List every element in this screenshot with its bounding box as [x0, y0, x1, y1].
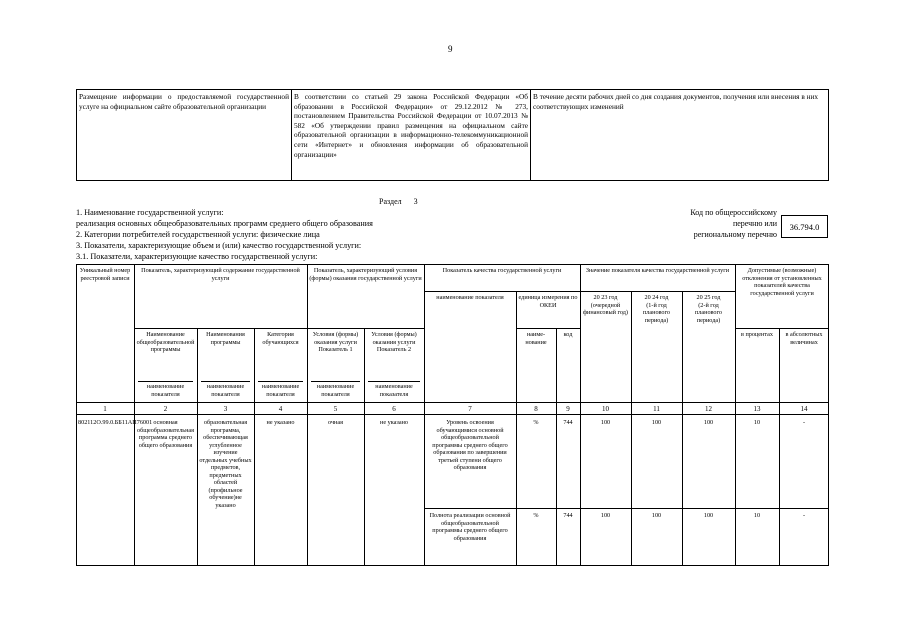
code-label-3: региональному перечню	[693, 230, 777, 239]
info-table-cell-basis: В соответствии со статьей 29 закона Российской Федерации «Об образовании в Российской Федерации» от 29.12.2012 № 273, постановлением Правительства Российской Федерации от 10.07.2013 № 582 «Об утверждении правил размещения на официальном сайте образовательной организации в информационно-телекоммуникационной сети «Интернет» и обновления информации об образовательной организации»	[292, 90, 531, 180]
col-num-11: 11	[653, 405, 660, 413]
year-1-label: 20 23 год	[593, 294, 618, 301]
table-row-1-y1: 100	[600, 419, 611, 426]
header-year-1	[580, 293, 631, 318]
header-absolute: в абсолютных величинах	[785, 331, 823, 346]
program-name-value: основная общеобразовательная программа среднего общего образования	[136, 419, 195, 449]
table-row-1-indicator: Уровень освоения обучающимися основной общеобразовательной программы среднего общего образования по завершении третьей ступени общего образования	[432, 419, 508, 471]
col-num-1: 1	[103, 405, 107, 413]
table-row-2-unit: %	[533, 512, 539, 519]
col-num-9: 9	[566, 405, 570, 413]
table-row-1-y3: 100	[703, 419, 714, 426]
header-percent: в процентах	[741, 331, 773, 338]
year-3-desc: (2-й год планового периода)	[694, 301, 722, 324]
indicators-heading: 3. Показатели, характеризующие объем и (или) качество государственной услуги:	[76, 241, 362, 250]
header-condition-1: Условия (формы) оказания услуги Показатель 1	[312, 331, 359, 353]
quality-indicators-heading: 3.1. Показатели, характеризующие качество государственной услуги:	[76, 252, 318, 261]
header-condition-2: Условия (формы) оказания услуги Показатель 2	[371, 331, 417, 353]
registry-record-code: 802112О.99.0.ББ11АП76001	[78, 419, 153, 426]
year-3-label: 20 25 год	[696, 294, 721, 301]
header-unit-okei: единица измерения по ОКЕИ	[518, 294, 578, 309]
info-table-cell-activity: Размещение информации о предоставляемой государственной услуге на официальном сайте образовательной организации	[77, 90, 292, 180]
subheader-5: наименование показателя	[316, 383, 355, 398]
col-num-6: 6	[392, 405, 396, 413]
student-category-value: не указано	[266, 419, 295, 426]
page-number: 9	[448, 44, 453, 54]
year-1-desc: (очередной финансовый год)	[583, 301, 628, 316]
header-student-category: Категория обучающихся	[262, 331, 299, 346]
table-row-1-y2: 100	[651, 419, 662, 426]
header-program-name: Наименование общеобразовательной программы	[136, 331, 195, 353]
subheader-2: наименование показателя	[146, 383, 185, 398]
header-unique-number: Уникальный номер реестровой записи	[79, 267, 131, 282]
table-row-2-pct: 10	[753, 512, 761, 519]
subheader-3: наименование показателя	[206, 383, 245, 398]
service-name-label: 1. Наименование государственной услуги:	[76, 208, 224, 217]
year-2-desc: (1-й год планового периода)	[642, 301, 670, 324]
subheader-4: наименование показателя	[261, 383, 300, 398]
header-program-title: Наименования программы	[206, 331, 245, 346]
header-unit-code: код	[563, 331, 573, 338]
col-num-3: 3	[223, 405, 228, 413]
header-conditions-indicator: Показатель, характеризующий условия (формы) оказания государственной услуги	[309, 267, 422, 282]
code-label-2: перечню или	[732, 219, 777, 228]
table-row-2-y1: 100	[600, 512, 611, 519]
table-row-2-y2: 100	[651, 512, 662, 519]
col-num-13: 13	[753, 405, 761, 413]
header-allowed-deviation: Допустимые (возможные) отклонения от установленных показателей качества государственной услуги	[742, 267, 822, 297]
subheader-6: наименование показателя	[375, 383, 413, 398]
section-number: 3	[413, 197, 418, 206]
table-row-1-code: 744	[563, 419, 573, 426]
service-name-value: реализация основных общеобразовательных программ среднего общего образования	[76, 219, 373, 228]
table-row-2-abs: -	[802, 512, 806, 519]
col-num-4: 4	[278, 405, 283, 413]
info-table	[76, 89, 829, 181]
col-num-7: 7	[468, 405, 472, 413]
header-indicator-name: наименование показателя	[436, 294, 504, 301]
table-row-1-abs: -	[802, 419, 806, 426]
table-row-2-code: 744	[563, 512, 573, 519]
col-num-12: 12	[705, 405, 712, 413]
condition-2-value: не указано	[380, 419, 408, 426]
header-unit-name: наиме-нование	[525, 331, 547, 346]
year-2-label: 20 24 год	[644, 294, 669, 301]
header-quality-indicator: Показатель качества государственной услуги	[442, 267, 562, 274]
code-label-1: Код по общероссийскому	[690, 208, 777, 217]
col-num-8: 8	[534, 405, 538, 413]
col-num-10: 10	[602, 405, 609, 413]
table-row-2-y3: 100	[703, 512, 714, 519]
program-title-value: образовательная программа, обеспечивающая углубленное изучение отдельных учебных предметов, предметных областей (профильное обучение)не указано	[199, 419, 252, 509]
section-title: Раздел 3	[379, 197, 418, 206]
table-row-1-pct: 10	[753, 419, 761, 426]
registry-code-box: 36.794.0	[781, 215, 828, 238]
header-content-indicator: Показатель, характеризующий содержание государственной услуги	[141, 267, 300, 282]
table-row-1-unit: %	[533, 419, 539, 426]
col-num-14: 14	[800, 405, 808, 413]
consumer-category: 2. Категории потребителей государственной услуги: физические лица	[76, 230, 320, 239]
col-num-5: 5	[333, 405, 338, 413]
info-table-cell-period: В течение десяти рабочих дней со дня создания документов, получения или внесения в них соответствующих изменений	[533, 92, 819, 111]
condition-1-value: очная	[328, 419, 343, 426]
header-year-3	[682, 293, 735, 325]
header-year-2	[631, 293, 682, 325]
table-row-2-indicator: Полнота реализации основной общеобразовательной программы среднего общего образования	[429, 512, 511, 542]
header-quality-values: Значение показателя качества государственной услуги	[585, 267, 730, 274]
col-num-2: 2	[163, 405, 168, 413]
